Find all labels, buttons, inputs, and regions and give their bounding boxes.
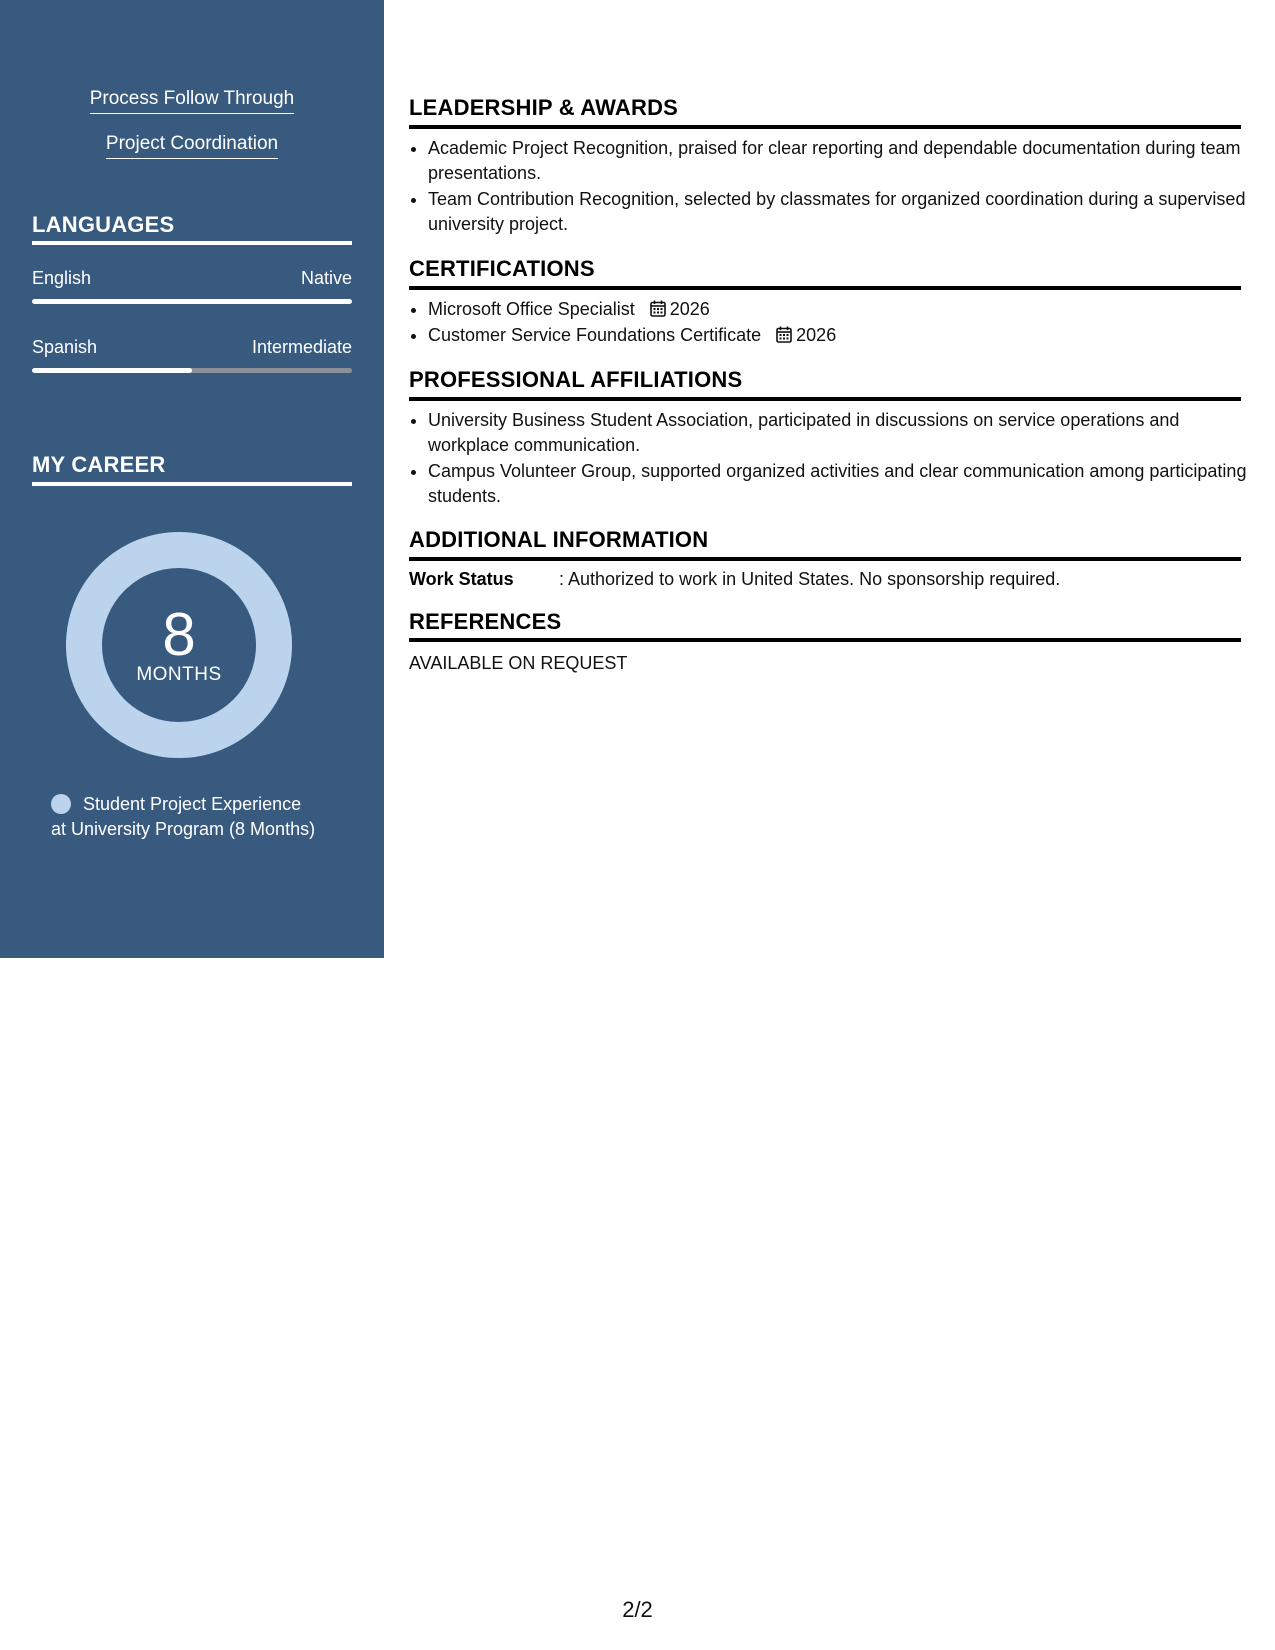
language-bar-english (32, 299, 352, 304)
career-heading: MY CAREER (32, 452, 166, 477)
career-total-value: 8 (162, 601, 196, 668)
list-item (428, 323, 1260, 348)
leadership-list (409, 136, 1260, 238)
career-divider (32, 482, 352, 486)
language-name: English (32, 268, 92, 288)
languages-divider (32, 241, 352, 245)
affiliations-divider (409, 397, 1241, 401)
career-legend-label: Student Project Experience at University Program (8 Months) (51, 794, 316, 839)
certifications-divider (409, 286, 1241, 290)
career-total-unit: MONTHS (136, 664, 222, 685)
leadership-heading: LEADERSHIP & AWARDS (409, 95, 679, 120)
references-divider (409, 638, 1241, 642)
leadership-divider (409, 125, 1241, 129)
certification-name: Microsoft Office Specialist (428, 299, 635, 319)
work-status-row (409, 569, 1241, 590)
certification-year: 2026 (796, 325, 837, 345)
affiliations-list (409, 408, 1260, 510)
affiliations-heading: PROFESSIONAL AFFILIATIONS (409, 367, 743, 392)
work-status-label: Work Status (409, 569, 514, 589)
additional-info-heading: ADDITIONAL INFORMATION (409, 527, 709, 552)
language-bar-fill (32, 299, 352, 304)
skill-label: Project Coordination (106, 133, 278, 159)
skill-label: Process Follow Through (90, 88, 295, 114)
certifications-list (409, 297, 1260, 349)
skill-item (0, 133, 384, 159)
language-bar-fill (32, 368, 192, 373)
list-item: • University Business Student Association, participated in discussions on service operations and workplace communication. (428, 408, 1260, 458)
list-item: • Team Contribution Recognition, selected by classmates for organized coordination during a supervised university project. (428, 187, 1260, 237)
references-text: AVAILABLE ON REQUEST (409, 653, 628, 673)
language-bar-spanish (32, 368, 352, 373)
page-number: 2/2 (622, 1597, 653, 1622)
additional-info-divider (409, 557, 1241, 561)
certifications-heading: CERTIFICATIONS (409, 256, 595, 281)
language-item-spanish (32, 337, 352, 358)
certification-name: Customer Service Foundations Certificate (428, 325, 762, 345)
language-name: Spanish (32, 337, 98, 357)
language-level: Native (300, 268, 352, 288)
work-status-value: : Authorized to work in United States. No sponsorship required. (559, 569, 1061, 589)
sidebar (0, 0, 384, 958)
list-item (428, 297, 1260, 322)
references-heading: REFERENCES (409, 609, 562, 634)
calendar-icon (650, 300, 666, 317)
list-item: • Campus Volunteer Group, supported organized activities and clear communication among participating students. (428, 459, 1260, 509)
career-legend-item (51, 792, 321, 842)
languages-heading: LANGUAGES (32, 212, 175, 237)
language-level: Intermediate (251, 337, 352, 357)
calendar-icon (776, 326, 792, 343)
skill-item (0, 88, 384, 114)
language-item-english (32, 268, 352, 289)
list-item: • Academic Project Recognition, praised for clear reporting and dependable documentation during team presentations. (428, 136, 1260, 186)
legend-dot-icon (51, 794, 71, 814)
certification-year: 2026 (669, 299, 710, 319)
